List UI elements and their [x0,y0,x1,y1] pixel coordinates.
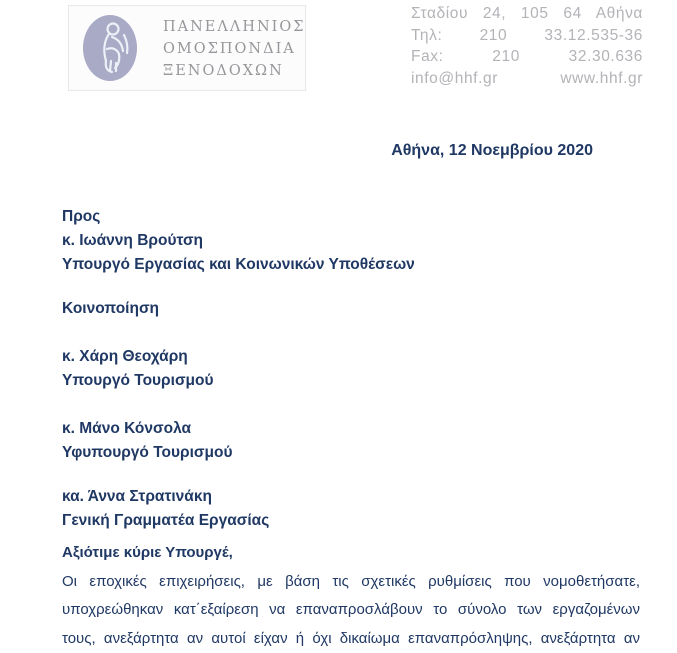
cc-name: κ. Μάνο Κόνσολα [62,417,640,441]
recipient-name: κ. Ιωάννη Βρούτση [62,229,640,253]
org-name-line: ΞΕΝΟΔΟΧΩΝ [163,60,306,82]
salutation: Αξιότιμε κύριε Υπουργέ, [62,539,640,568]
cc-name: κ. Χάρη Θεοχάρη [62,345,640,369]
web-line [411,68,643,90]
date-line: Αθήνα, 12 Νοεμβρίου 2020 [391,142,593,160]
cc-title: Υφυπουργό Τουρισμού [62,441,640,465]
website-text: www.hhf.gr [560,68,643,90]
body-text-line: τους, ανεξάρτητα αν αυτοί είχαν ή όχι δικαίωμα επαναπρόσληψης, ανεξάρτητα αν [62,625,640,653]
body-text-line: Οι εποχικές επιχειρήσεις, με βάση τις σχετικές ρυθμίσεις που νομοθετήσατε, [62,568,640,597]
to-label: Προς [62,205,640,229]
org-name-line: ΟΜΟΣΠΟΝΔΙΑ [163,38,306,60]
hhf-logo [68,5,306,91]
phone-line: Τηλ: 210 33.12.535-36 [411,25,643,47]
recipient-block [62,205,640,277]
fax-line: Fax: 210 32.30.636 [411,46,643,68]
address-line: Σταδίου 24, 105 64 Αθήνα [411,3,643,25]
letterhead-contact [411,3,643,89]
organization-name [163,16,306,82]
cc-entry [62,485,640,533]
letter-body [62,205,640,653]
cc-title: Υπουργό Τουρισμού [62,369,640,393]
cc-entry [62,345,640,393]
body-paragraph [62,568,640,653]
cc-entry [62,417,640,465]
org-name-line: ΠΑΝΕΛΛΗΝΙΟΣ [163,16,306,38]
recipient-title: Υπουργό Εργασίας και Κοινωνικών Υποθέσεων [62,253,640,277]
logo-coin-icon [82,13,138,83]
cc-title: Γενική Γραμματέα Εργασίας [62,509,640,533]
cc-label: Κοινοποίηση [62,297,640,321]
body-text-line: υποχρεώθηκαν κατ΄εξαίρεση να επαναπροσλάβουν το σύνολο των εργαζομένων [62,596,640,625]
cc-name: κα. Άννα Στρατινάκη [62,485,640,509]
email-text: info@hhf.gr [411,68,498,90]
